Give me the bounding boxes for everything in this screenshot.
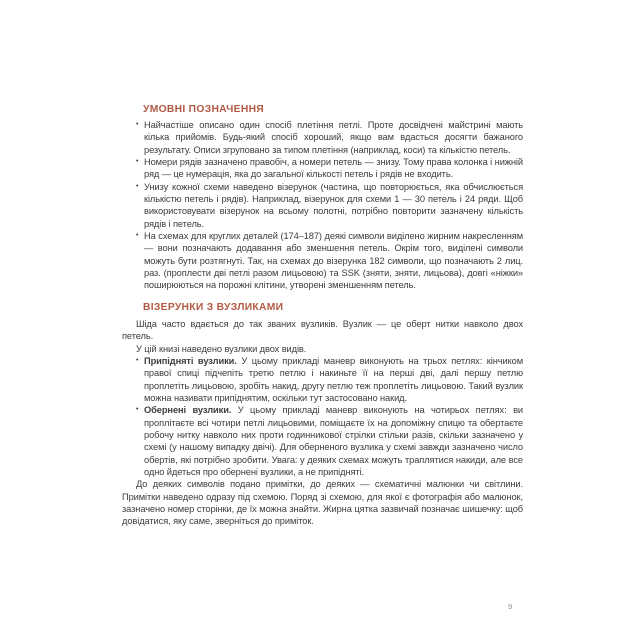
main-text-column [122, 103, 523, 528]
paragraph: У цій книзі наведено вузлики двох видів. [136, 343, 307, 354]
bullet-marker-icon: • [136, 356, 139, 364]
section-heading-symbols: УМОВНІ ПОЗНАЧЕННЯ [143, 104, 265, 115]
list-item [122, 119, 523, 156]
page-number: 9 [508, 602, 513, 611]
bullet-marker-icon: • [136, 158, 139, 166]
list-item [122, 404, 523, 478]
bullet-marker-icon: • [136, 182, 139, 190]
list-item [122, 355, 523, 404]
bullet-marker-icon: • [136, 121, 139, 128]
paragraph: Шіда часто вдається до так званих вузликів. Вузлик — це оберт нитки навколо двох петель. [122, 318, 523, 342]
list-item-lead: Припідняті вузлики. [144, 355, 237, 366]
bullet-marker-icon: • [136, 232, 139, 240]
list-item-text: На схемах для круглих деталей (174–187) деякі символи виділено жирним накресленням — вони позначають додавання або зменшення петель. Окрім того, виділені символи можуть бути розтягнуті. Так, на схемах до візерунка 182 символи, що позначають 2 лиц. раз. (проплести дві петлі разом лицьовою) та SSK (зняти, зняти, лицьова), довгі «ніжки» поширюються на порожні клітини, утворені зменшенням петель. [144, 231, 523, 291]
list-item-lead: Обернені вузлики. [144, 405, 232, 416]
bullet-marker-icon: • [136, 406, 139, 414]
list-item [122, 230, 523, 292]
list-item-text: Унизу кожної схеми наведено візерунок (частина, що повторюється, яка обчислюється кількістю петель і рядів). Наприклад, візерунок для схеми 1 — 30 петель і 24 ряди. Щоб використовувати візерунок на всьому полотні, потрібно повторити зазначену кількість рядів і петель. [144, 181, 523, 229]
section-heading-nupps: ВІЗЕРУНКИ З ВУЗЛИКАМИ [143, 301, 284, 313]
paragraph: До деяких символів подано примітки, до деяких — схематичні малюнки чи світлини. Примітки наведено одразу під схемою. Поряд зі схемою, для якої є фотографія або малюнок, зазначено номер сторінки, де їх можна знайти. Жирна цятка зазвичай позначає шишечку: щоб довідатися, яку саме, зверніться до приміток. [122, 479, 523, 527]
nupps-bullet-list [122, 355, 523, 478]
list-item [122, 181, 523, 230]
symbols-bullet-list [122, 119, 523, 292]
list-item [122, 156, 523, 181]
list-item-text: У цьому прикладі маневр виконують на чотирьох петлях: ви проплітаєте всі чотири петлі лицьовими, поміщаєте їх на допоміжну спицю та обертаєте робочу нитку навколо них проти годинникової стрілки стільки разів, скільки зазначено у схемі (у нашому випадку двічі). Для оберненого вузлика у схемі завжди зазначено число обертів, які потрібно зробити. Увага: у деяких схемах можуть траплятися накиди, але все одно йдеться про обернені вузлики, а не припідняті. [144, 405, 524, 477]
list-item-text: У цьому прикладі маневр виконують на трьох петлях: кінчиком правої спиці підчепіть третю петлю і накиньте її на перші дві, далі першу петлю проплетіть лицьовою, зробіть накид, другу петлю теж проплетіть лицьовою. Такий вузлик можна називати припіднятим, оскільки тут застосовано накид. [144, 355, 524, 403]
list-item-text: Найчастіше описано один спосіб плетіння петлі. Проте досвідчені майстрині мають кілька прийомів. Будь-який спосіб хороший, якщо вам вдасться досягти бажаного результату. Описи згруповано за типом плетіння (наприклад, коси) та кількістю петель. [144, 120, 523, 155]
list-item-text: Номери рядів зазначено правобіч, а номери петель — знизу. Тому права колонка і нижній ряд — це нумерація, яка до загальної кількості петель і рядів не входить. [144, 157, 523, 180]
